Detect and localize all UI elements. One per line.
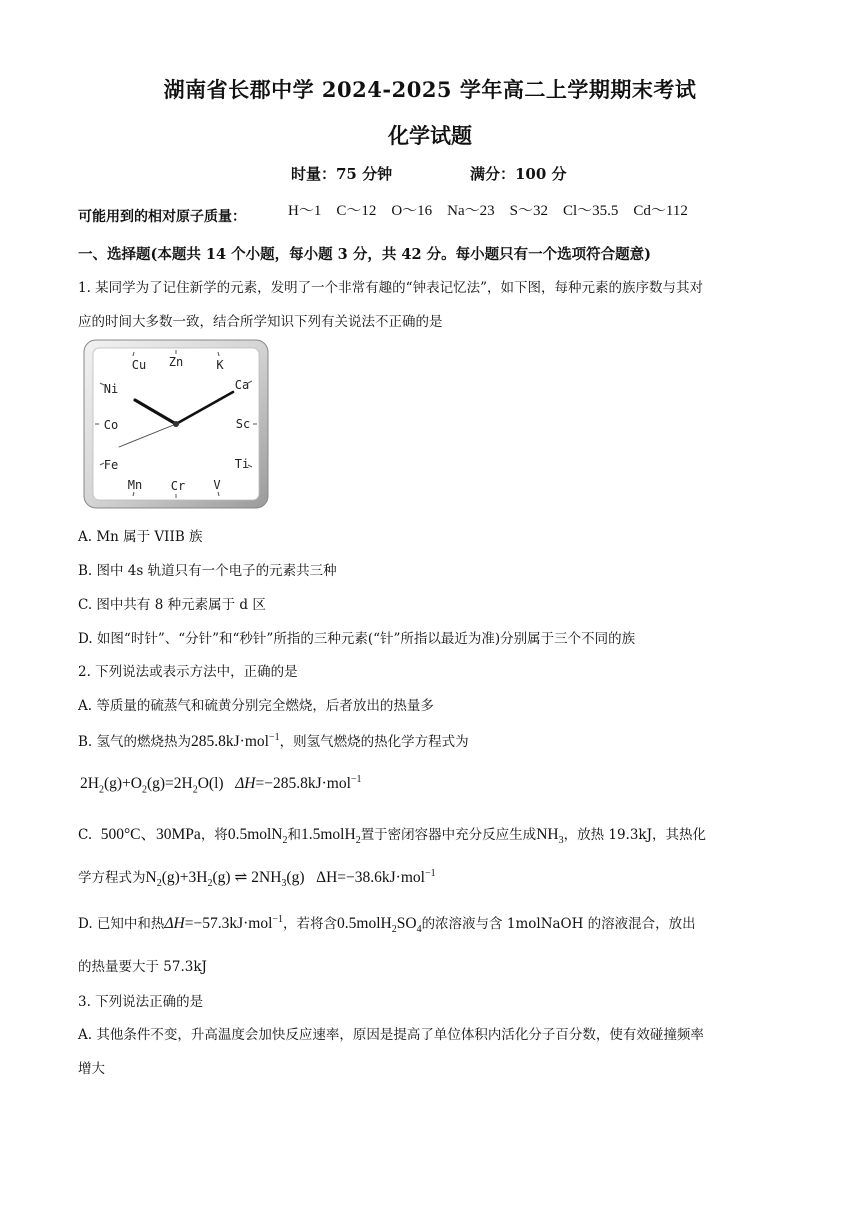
section-heading: 一、选择题(本题共 14 个小题，每小题 3 分，共 42 分。每小题只有一个选项符合题意): [78, 246, 651, 263]
q2-option-b-prefix: B. 氢气的燃烧热为: [78, 734, 192, 750]
clock-label-cu: Cu: [131, 358, 147, 372]
q2-option-d-line1: D. 已知中和热ΔH=−57.3kJ·mol$^{-1}$，若将含$0.5molH_2SO_4$的浓溶液与含 1molNaOH 的溶液混合，放出: [78, 913, 696, 936]
clock-label-ca: Ca: [234, 378, 250, 392]
q3-option-a-line2: 增大: [78, 1061, 105, 1077]
time-limit: 时量：75 分钟: [291, 165, 393, 183]
clock-center: [173, 421, 179, 427]
clock-label-ti: Ti: [234, 457, 250, 471]
atomic-mass-values: H～1 C～12 O～16 Na～23 S～32 Cl～35.5 Cd～112: [288, 203, 688, 219]
q2-option-c-h2: 1.5molH$_2$: [301, 826, 361, 847]
atomic-mass-label: 可能用到的相对原子质量：: [78, 209, 246, 225]
clock-label-v: V: [213, 478, 221, 492]
clock-label-mn: Mn: [127, 478, 143, 492]
clock-label-co: Co: [103, 418, 119, 432]
subject-title: 化学试题: [388, 123, 472, 148]
full-score: 满分：100 分: [470, 165, 567, 183]
q2-option-c-line1: C. 500°C、30MPa，将0.5molN$_2$和1.5molH$_2$置于密闭容器中充分反应生成$NH_3$，放热 19.3kJ，其热化: [78, 826, 707, 847]
clock-label-k: K: [216, 358, 224, 372]
q2-option-c-line2: 学方程式为$N_2(g)+3H_2(g)$ ⇌ $2NH_3(g)$ ΔH=−38.6kJ·mol$^{-1}$: [78, 867, 436, 890]
q2-option-c-n2: 0.5molN$_2$: [227, 826, 288, 847]
q3-stem: 3. 下列说法正确的是: [78, 994, 204, 1010]
clock-label-ni: Ni: [103, 382, 119, 396]
q1-stem-line2: 应的时间大多数一致，结合所学知识下列有关说法不正确的是: [78, 314, 443, 330]
q2-option-b-value: 285.8kJ·mol$^{-1}$: [191, 731, 280, 750]
q1-option-a: A. Mn 属于 VIIB 族: [78, 529, 203, 545]
q1-option-c: C. 图中共有 8 种元素属于 d 区: [78, 597, 266, 613]
q2-option-b-suffix: ，则氢气燃烧的热化学方程式为: [279, 734, 469, 750]
q2-option-c-condition: 500°C、30MPa: [100, 826, 201, 843]
clock-label-fe: Fe: [103, 458, 119, 472]
clock-label-sc: Sc: [235, 417, 251, 431]
q3-option-a-line1: A. 其他条件不变，升高温度会加快反应速率，原因是提高了单位体积内活化分子百分数，使有效碰撞频率: [78, 1027, 704, 1043]
exam-title: 湖南省长郡中学 2024-2025 学年高二上学期期末考试: [163, 77, 697, 102]
clock-figure: [83, 339, 269, 509]
q1-stem-line1: 1. 某同学为了记住新学的元素，发明了一个非常有趣的“钟表记忆法”，如下图，每种元素的族序数与其对: [78, 280, 703, 296]
q2-option-d-line2: 的热量要大于 57.3kJ: [78, 959, 207, 975]
clock-label-cr: Cr: [170, 479, 186, 493]
q2-stem: 2. 下列说法或表示方法中，正确的是: [78, 664, 298, 680]
q1-option-d: D. 如图“时针”、“分针”和“秒针”所指的三种元素(“针”所指以最近为准)分别属于三个不同的族: [78, 631, 636, 647]
q2-option-c-nh3: $NH_3$: [536, 826, 564, 847]
q2-option-c-equation: $N_2(g)+3H_2(g)$ ⇌ $2NH_3(g)$ ΔH=−38.6kJ·mol$^{-1}$: [145, 867, 436, 890]
q2-option-b: [78, 730, 469, 751]
q1-option-b: B. 图中 4s 轨道只有一个电子的元素共三种: [78, 563, 337, 579]
q2-option-d-value: ΔH=−57.3kJ·mol$^{-1}$: [164, 913, 284, 932]
clock-label-zn: Zn: [168, 355, 184, 369]
q2-option-b-equation: $2H_2(g)+O_2(g)=2H_2O(l)$ ΔH=−285.8kJ·mol$^{-1}$: [80, 774, 362, 796]
q2-option-a: A. 等质量的硫蒸气和硫黄分别完全燃烧，后者放出的热量多: [78, 698, 434, 714]
q2-option-d-amount: $0.5molH_2SO_4$: [337, 915, 422, 936]
